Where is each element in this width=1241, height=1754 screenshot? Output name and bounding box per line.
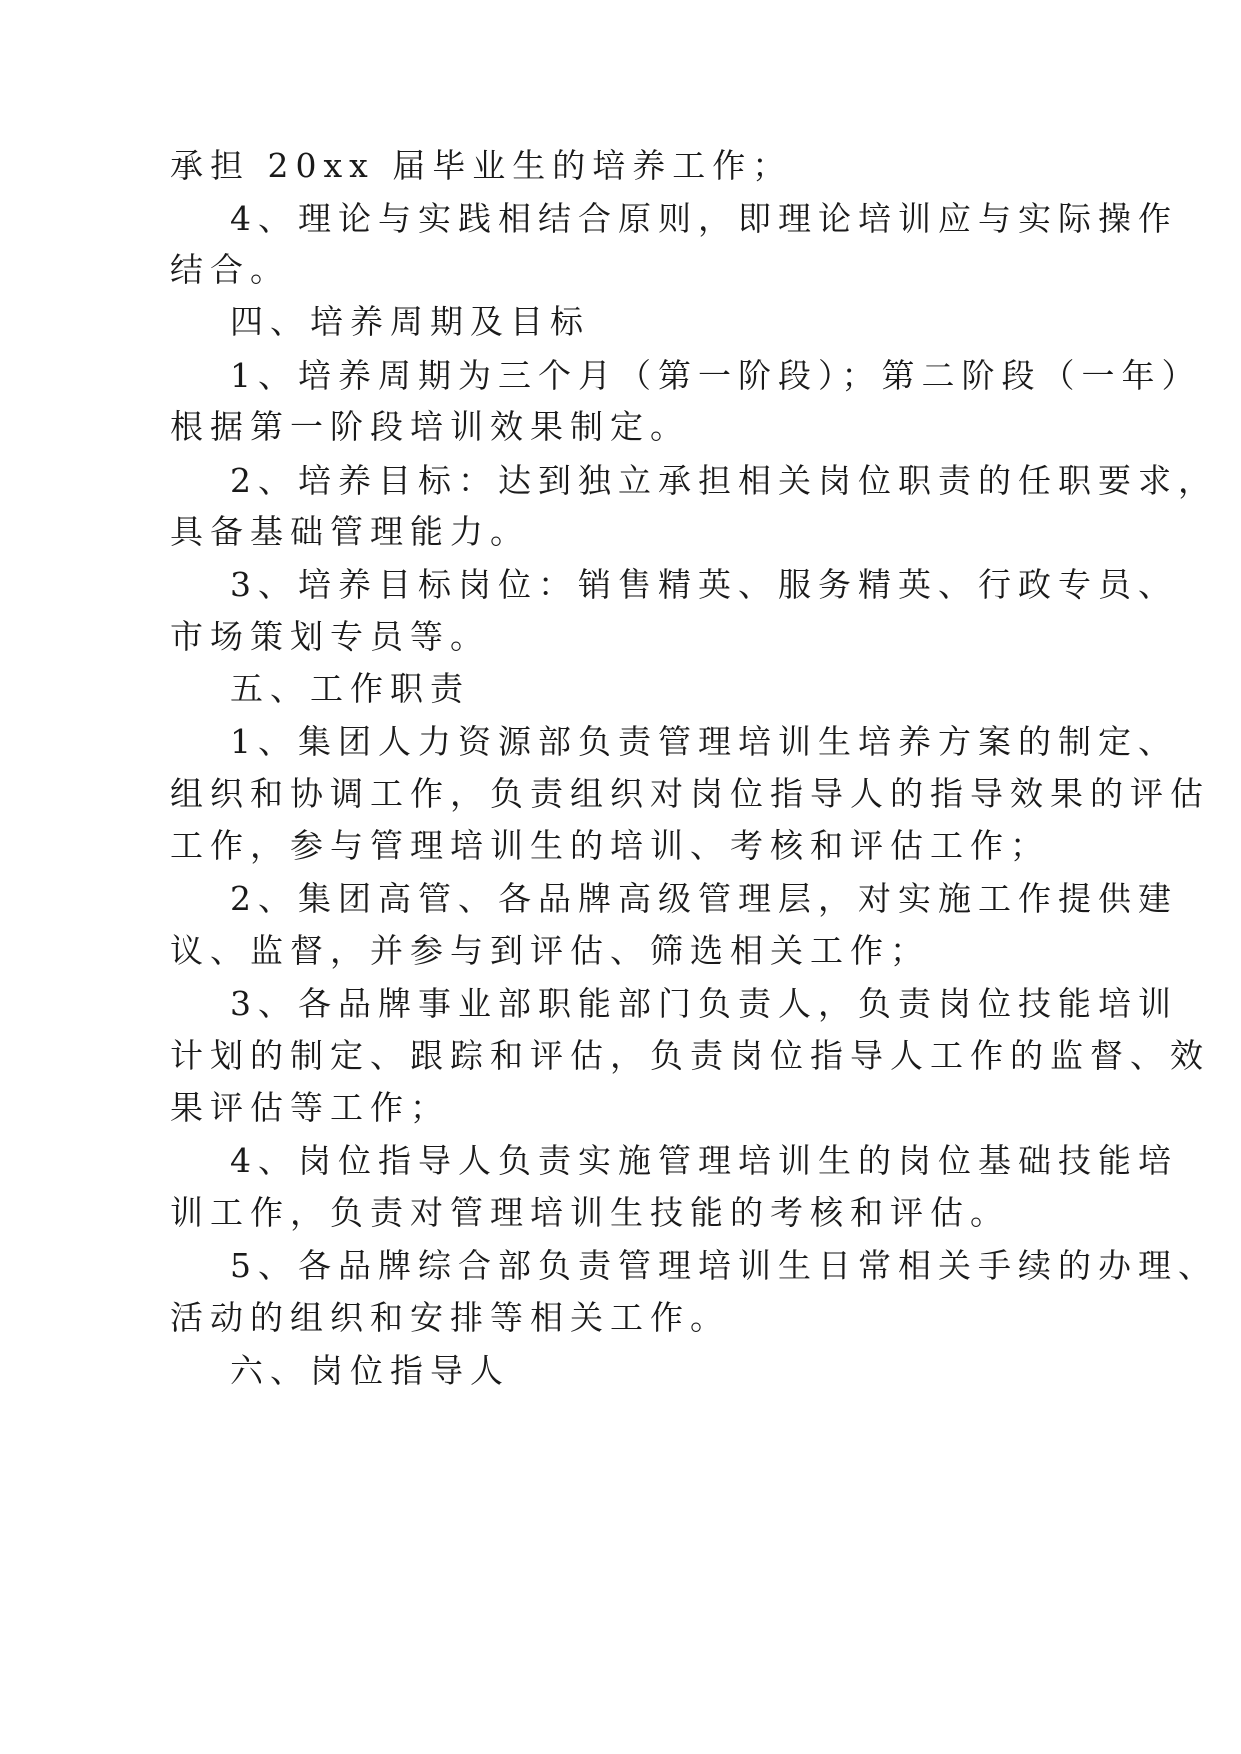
- text-line: 工作，参与管理培训生的培训、考核和评估工作；: [170, 826, 1050, 865]
- text-line: 议、监督，并参与到评估、筛选相关工作；: [170, 931, 930, 970]
- text-line: 活动的组织和安排等相关工作。: [170, 1298, 730, 1337]
- text-line: 3、各品牌事业部职能部门负责人，负责岗位技能培训: [230, 984, 1178, 1023]
- section-heading: 四、培养周期及目标: [230, 302, 590, 341]
- text-line: 果评估等工作；: [170, 1088, 450, 1127]
- text-line: 具备基础管理能力。: [170, 512, 530, 551]
- text-line: 2、集团高管、各品牌高级管理层，对实施工作提供建: [230, 879, 1178, 918]
- text-line: 3、培养目标岗位：销售精英、服务精英、行政专员、: [230, 565, 1178, 604]
- text-line: 计划的制定、跟踪和评估，负责岗位指导人工作的监督、效: [170, 1036, 1210, 1075]
- text-line: 2、培养目标：达到独立承担相关岗位职责的任职要求，: [230, 461, 1218, 500]
- text-line: 承担 20xx 届毕业生的培养工作；: [170, 146, 793, 185]
- text-line: 5、各品牌综合部负责管理培训生日常相关手续的办理、: [230, 1246, 1218, 1285]
- text-line: 训工作，负责对管理培训生技能的考核和评估。: [170, 1193, 1010, 1232]
- section-heading: 六、岗位指导人: [230, 1351, 510, 1390]
- text-line: 组织和协调工作，负责组织对岗位指导人的指导效果的评估: [170, 774, 1210, 813]
- text-line: 结合。: [170, 250, 290, 289]
- text-line: 4、岗位指导人负责实施管理培训生的岗位基础技能培: [230, 1141, 1178, 1180]
- text-line: 根据第一阶段培训效果制定。: [170, 407, 690, 446]
- text-line: 4、理论与实践相结合原则，即理论培训应与实际操作: [230, 199, 1178, 238]
- text-line: 市场策划专员等。: [170, 617, 490, 656]
- text-line: 1、培养周期为三个月（第一阶段）；第二阶段（一年）: [230, 356, 1202, 395]
- text-line: 1、集团人力资源部负责管理培训生培养方案的制定、: [230, 722, 1178, 761]
- section-heading: 五、工作职责: [230, 669, 470, 708]
